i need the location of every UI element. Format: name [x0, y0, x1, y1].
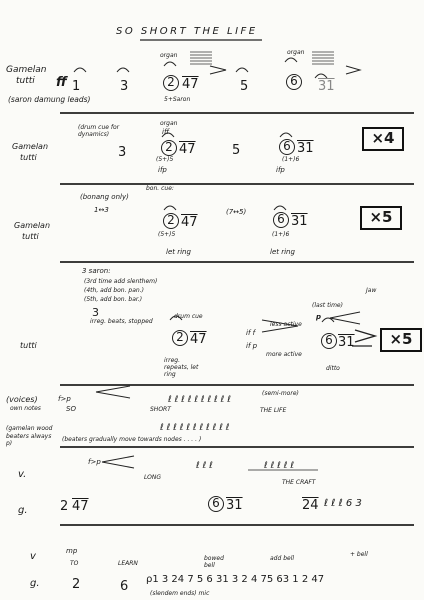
- s5-so: SO: [66, 405, 76, 413]
- s6-n2: 47: [72, 499, 89, 514]
- s4-saron: 3 saron:: [82, 267, 111, 275]
- ge-sign: [355, 330, 375, 342]
- s3-ring2: let ring: [270, 248, 295, 256]
- s6-g: g.: [18, 505, 28, 516]
- s7-slen: (slendem ends) mic: [150, 590, 210, 597]
- s2-dyn3: ifp: [276, 166, 285, 174]
- s3-ring1: let ring: [166, 248, 191, 256]
- s3-n4: 31: [291, 214, 308, 229]
- s5-life: THE LIFE: [260, 407, 287, 414]
- s3-rep2: (7↔5): [226, 208, 247, 216]
- s6-n1: 2: [60, 499, 69, 514]
- s4-last: (last time): [312, 302, 343, 309]
- s3-sub1: (5+)5: [158, 231, 176, 238]
- s1-dynamic: ff: [56, 75, 67, 90]
- s6-v: v.: [18, 469, 27, 480]
- s2-n1: 3: [118, 145, 127, 160]
- s3-sub2: (1+)6: [272, 231, 290, 238]
- s2-label-b: tutti: [20, 153, 37, 162]
- s7-bowed: bowed bell: [204, 555, 224, 570]
- s4-jaw: Jaw: [366, 287, 377, 294]
- s5-own: own notes: [10, 405, 41, 412]
- hairpin-2: [330, 312, 360, 318]
- s7-addbell: add bell: [270, 555, 295, 562]
- s1-n4: 47: [182, 77, 199, 92]
- s7-seq: ρ1 3 24 7 5 6 31 3 2 4 75 63 1 2 47: [146, 574, 325, 585]
- s7-mp: mp: [66, 547, 78, 555]
- s1-gong-2: 2: [163, 75, 179, 91]
- s1-organ-2: organ: [287, 49, 305, 56]
- s3-bonang: (bonang only): [80, 193, 129, 201]
- s3-rep1: 1↔3: [94, 206, 109, 214]
- s1-label-a: Gamelan: [6, 65, 47, 75]
- s1-n5: 5: [240, 79, 249, 94]
- s4-irreg2: irreg. repeats, let ring: [164, 357, 199, 379]
- s2-dyn1: iff: [162, 128, 169, 136]
- s1-organ-1: organ: [160, 52, 178, 59]
- s2-repeat-box: ×4: [362, 127, 404, 151]
- s3-boncue: bon. cue:: [146, 185, 174, 192]
- s5-gamelan: (gamelan wood beaters always p): [6, 425, 53, 447]
- accent-1: [210, 66, 226, 74]
- s6-n5: 24: [302, 498, 319, 513]
- s1-n1: 1: [72, 79, 81, 94]
- s5-short: SHORT: [150, 406, 171, 413]
- s6-dyn: f>p: [88, 458, 101, 466]
- s1-label-b: tutti: [16, 76, 35, 86]
- s4-ifp: if p: [246, 342, 258, 350]
- s6-n4: 31: [226, 498, 243, 513]
- s2-sub1: (5+)5: [156, 156, 174, 163]
- s4-l2: (4th, add bon. pan.): [84, 287, 144, 294]
- s7-n2: 2: [72, 577, 81, 592]
- s6-long: LONG: [144, 474, 162, 481]
- s4-n4: 31: [338, 335, 355, 350]
- s2-cue: (drum cue for dynamics): [78, 124, 120, 139]
- s7-n6: 6: [120, 579, 129, 594]
- s4-l3: (5th, add bon. bar.): [84, 296, 143, 303]
- s3-label-a: Gamelan: [14, 221, 51, 230]
- s7-pbell: + bell: [350, 551, 368, 558]
- s1-note: (saron damung leads): [8, 95, 91, 104]
- s4-less: less active: [270, 321, 302, 328]
- s1-gong-6: 6: [286, 74, 302, 90]
- s6-gong-6: 6: [208, 496, 224, 512]
- s2-n3: 47: [179, 142, 196, 157]
- s5-voices: (voices): [6, 395, 38, 404]
- s4-n2: 47: [190, 332, 207, 347]
- s3-n2: 47: [181, 215, 198, 230]
- s4-p: p: [316, 313, 322, 321]
- s1-n7: 31: [318, 79, 335, 94]
- s2-gong-6: 6: [279, 139, 295, 155]
- s4-label: tutti: [20, 341, 37, 350]
- s2-sub2: (1+)6: [282, 156, 300, 163]
- s4-iff: if f: [246, 329, 256, 337]
- s5-seq2: ℓ ℓ ℓ ℓ ℓ ℓ ℓ ℓ ℓ ℓ ℓ: [160, 423, 230, 433]
- s4-drum: drum cue: [174, 313, 203, 320]
- s6-pre: ℓ ℓ ℓ: [196, 461, 213, 471]
- s2-n6: 31: [297, 141, 314, 156]
- s5-beaters: (beaters gradually move towards nodes . . . . ): [62, 436, 202, 443]
- s2-label-a: Gamelan: [12, 142, 49, 151]
- s4-more: more active: [266, 351, 302, 358]
- s1-n2: 3: [120, 79, 129, 94]
- s5-dyn: f>p: [58, 395, 71, 403]
- s4-gong-2: 2: [172, 330, 188, 346]
- s7-learn: LEARN: [118, 560, 138, 567]
- s3-label-b: tutti: [22, 232, 39, 241]
- s7-g: g.: [30, 578, 40, 589]
- s5-seq1: ℓ ℓ ℓ ℓ ℓ ℓ ℓ ℓ ℓ ℓ: [168, 395, 231, 405]
- s6-post: ℓ ℓ ℓ 6 3: [324, 498, 362, 509]
- s7-v: v: [30, 551, 36, 562]
- organ-staff-2: [312, 52, 334, 64]
- s4-gong-6: 6: [321, 333, 337, 349]
- s2-organ: organ: [160, 120, 178, 127]
- s4-ditto: ditto: [326, 365, 340, 372]
- organ-staff-1: [190, 52, 212, 64]
- s3-gong-2: 2: [163, 213, 179, 229]
- s6-craft: THE CRAFT: [282, 479, 316, 486]
- s5-semi: (semi-more): [262, 390, 299, 397]
- page-title: SO SHORT THE LIFE: [116, 26, 258, 37]
- s2-dyn2: ifp: [158, 166, 167, 174]
- s4-l1: (3rd time add slenthem): [84, 278, 158, 285]
- s1-sub: 5+Saron: [164, 96, 191, 103]
- s4-repeat-box: ×5: [380, 328, 422, 352]
- s2-n4: 5: [232, 143, 241, 158]
- s4-irreg: irreg. beats, stopped: [90, 318, 153, 325]
- s3-gong-6: 6: [273, 212, 289, 228]
- s6-mid: ℓ ℓ ℓ ℓ ℓ: [264, 461, 295, 471]
- hairpin-v2: [102, 456, 134, 468]
- accent-2: [346, 66, 360, 74]
- s2-gong-2: 2: [161, 140, 177, 156]
- s4-n0: 3: [92, 306, 99, 319]
- s7-to: TO: [70, 560, 79, 567]
- s3-repeat-box: ×5: [360, 206, 402, 230]
- hairpin-voices: [96, 386, 130, 398]
